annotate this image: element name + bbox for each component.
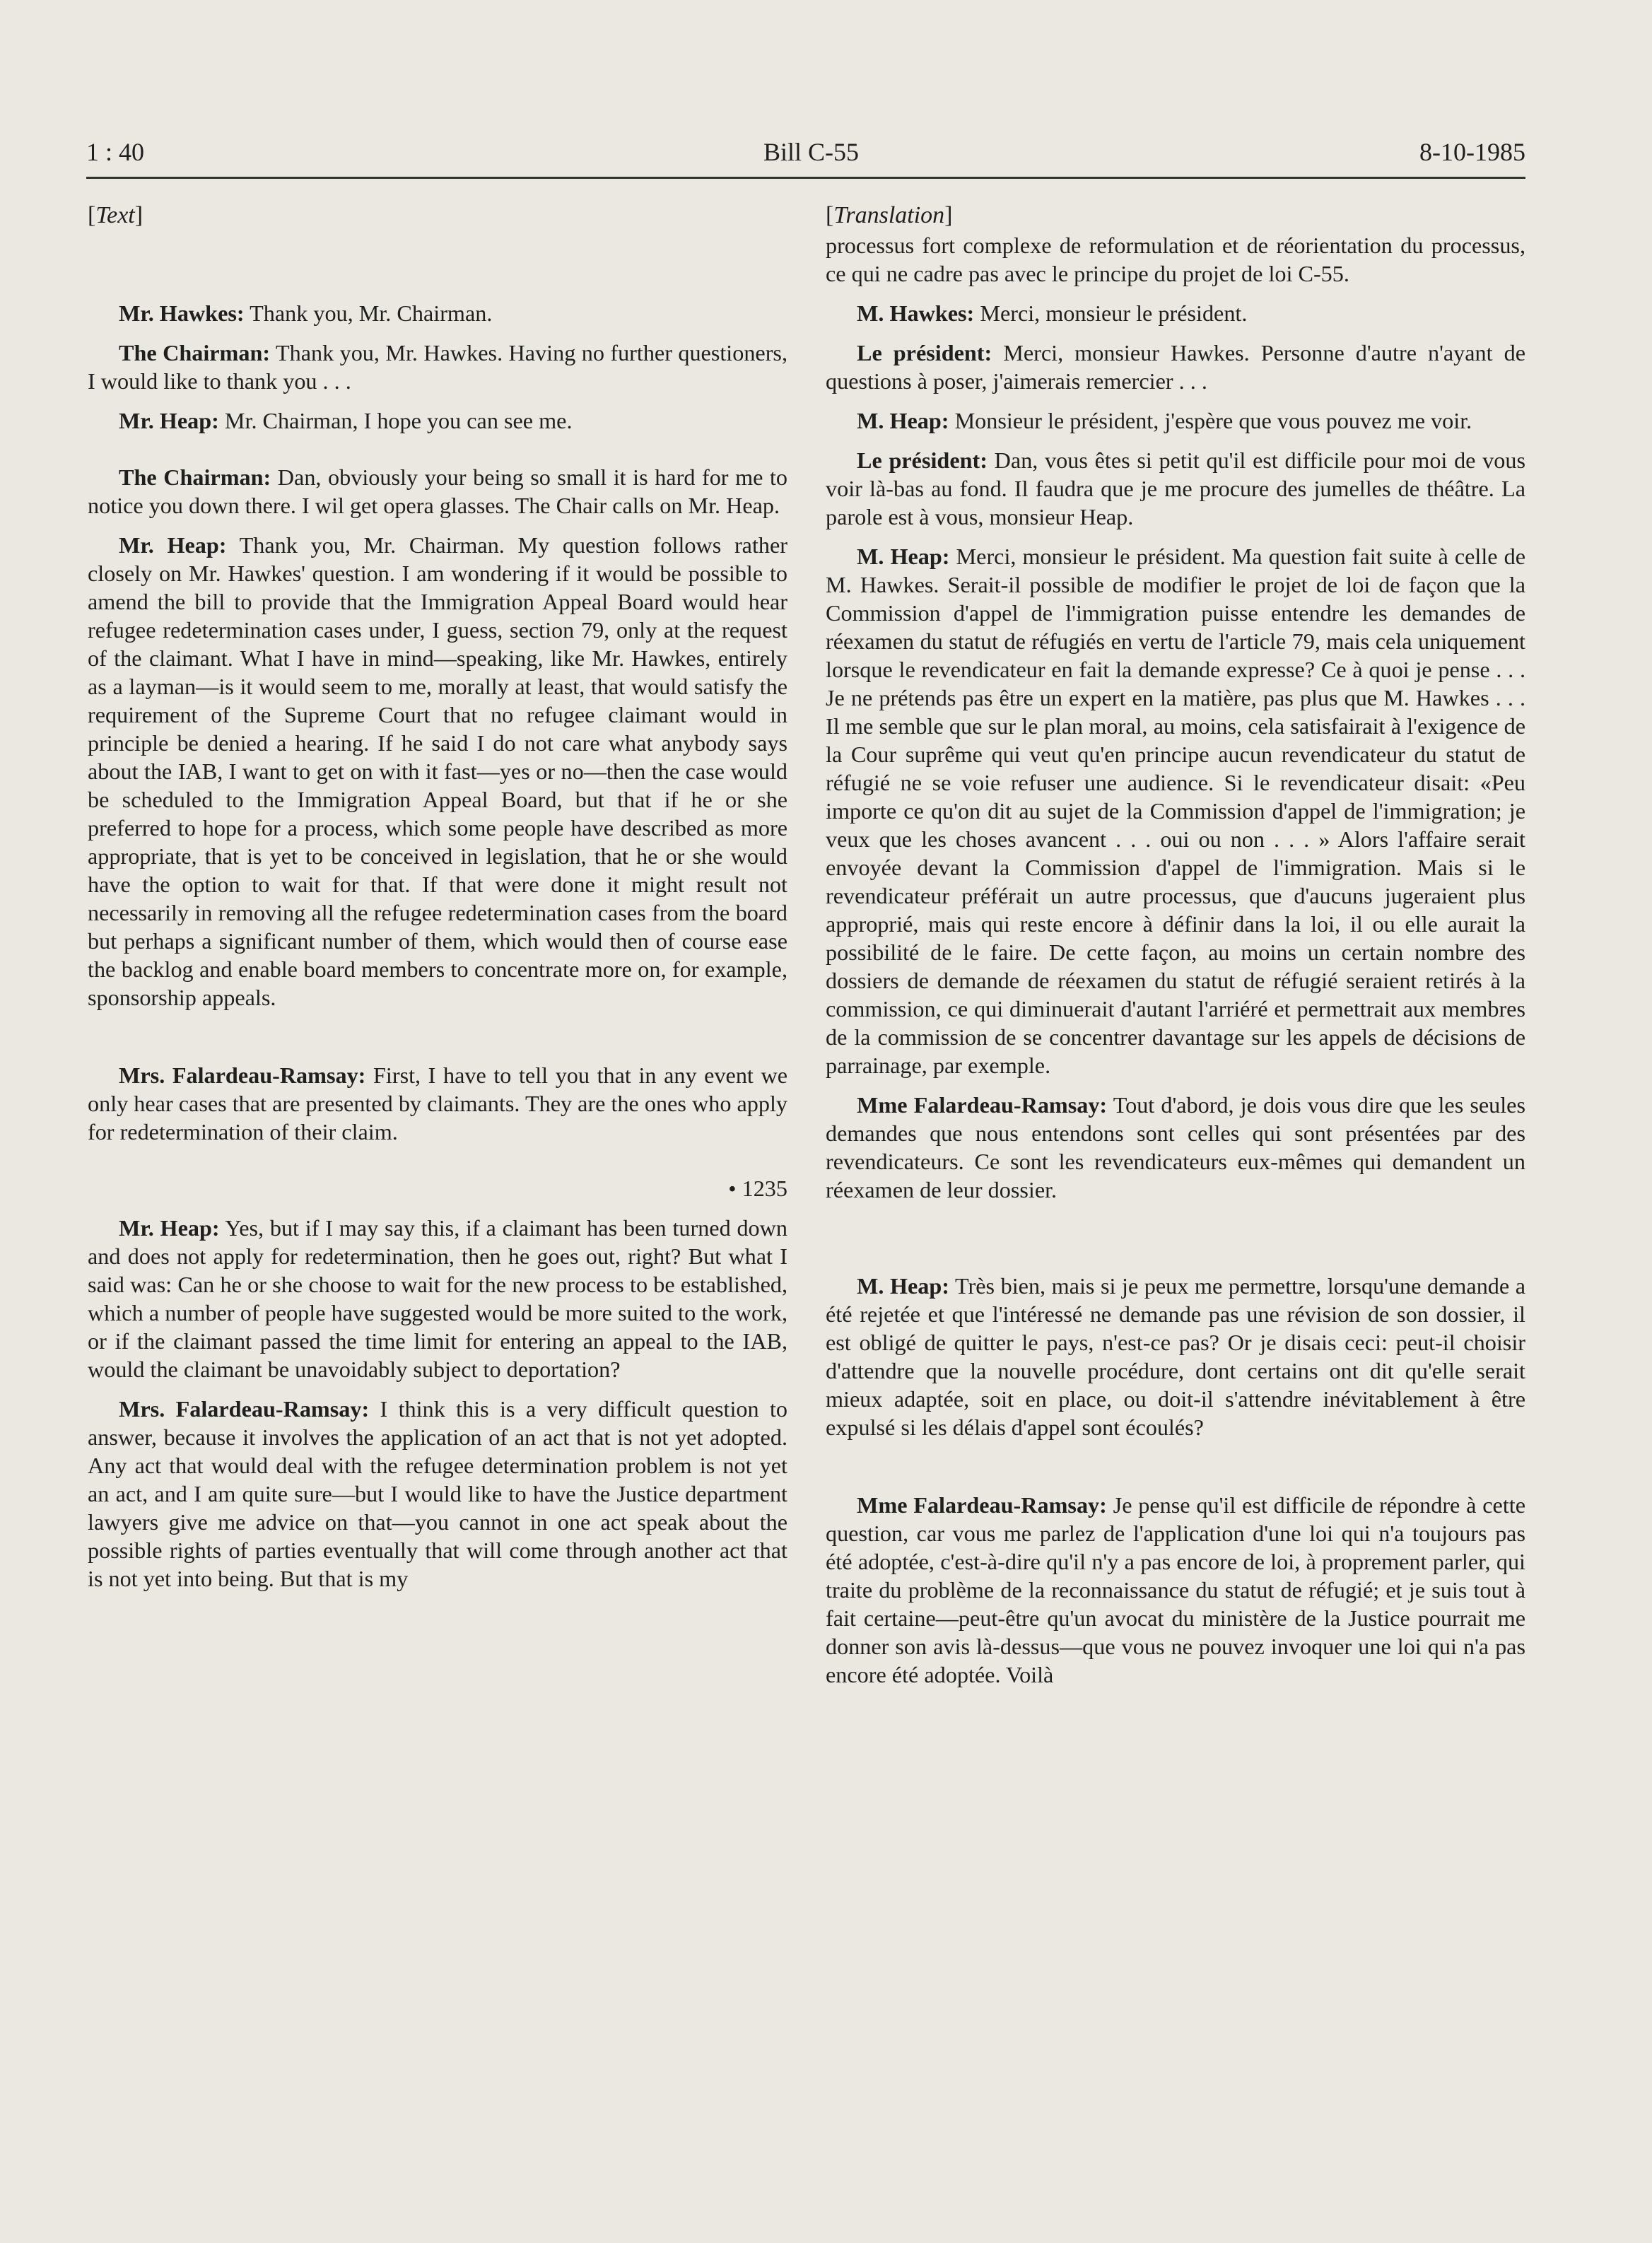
speech-text: Yes, but if I may say this, if a claimant has been turned down and does not apply for redetermination, then he goes out, right? But what I said was: Can he or she choose to wait for the new process to be established, which a number of people have suggested would be more suited to the work, or if the claimant passed the time limit for entering an appeal to the IAB, would the claimant be unavoidably subject to deportation? (88, 1215, 787, 1382)
speech-text: First, I have to tell you that in any event we only hear cases that are presented by claimants. They are the ones who apply for redetermination of their claim. (88, 1062, 787, 1144)
french-column (826, 201, 1525, 1689)
speech-paragraph (88, 531, 787, 1012)
time-marker: • 1235 (728, 1176, 787, 1201)
speech-paragraph (88, 1061, 787, 1146)
speech-paragraph (88, 339, 787, 395)
speech-paragraph (826, 1272, 1525, 1441)
speech-text: Merci, monsieur le président. (974, 300, 1248, 326)
bill-title: Bill C-55 (763, 138, 860, 166)
speech-paragraph (826, 406, 1525, 435)
speaker-name: Mr. Heap: (119, 408, 219, 433)
column-label: [ Translation ] (826, 201, 1525, 231)
speech-text: Merci, monsieur le président. Ma question fait suite à celle de M. Hawkes. Serait-il possible de modifier le projet de loi de façon que la Commission d'appel de l'immigration puisse entendre les demandes de réexamen du statut de réfugiés en vertu de l'article 79, mais cela uniquement lorsque le revendicateur en fait la demande expresse? Ce à quoi je pense . . . Je ne prétends pas être un expert en la matière, pas plus que M. Hawkes . . . Il me semble que sur le plan moral, au moins, cela satisfairait à l'exigence de la Cour suprême qui veut qu'en principe aucun revendicateur du statut de réfugié ne se voie refuser une audience. Si le revendicateur disait: «Peu importe ce qu'on dit au sujet de la Commission d'appel de l'immigration; je veux que les choses avancent . . . oui ou non . . . » Alors l'affaire serait envoyée devant la Commission d'appel de l'immigration. Mais si le revendicateur préférait un autre processus, que d'aucuns jugeraient plus approprié, mais qui reste encore à définir dans la loi, il ou elle aurait la possibilité de le faire. De cette façon, au moins un certain nombre des dossiers de demande de réexamen du statut de réfugié seraient retirés à la commission, ce qui diminuerait d'autant l'arriéré et permettrait aux membres de la commission de se concentrer davantage sur les appels de décisions de parrainage, par exemple. (826, 544, 1525, 1078)
sitting-date: 8-10-1985 (1419, 138, 1525, 166)
speaker-name: M. Heap: (857, 1273, 950, 1299)
speech-paragraph (88, 299, 787, 327)
speech-text: processus fort complexe de reformulation et de réorientation du processus, ce qui ne cadre pas avec le principe du projet de loi C-55. (826, 233, 1525, 286)
speaker-name: Mr. Hawkes: (119, 300, 245, 326)
speech-text: Dan, obviously your being so small it is hard for me to notice you down there. I wil get opera glasses. The Chair calls on Mr. Heap. (88, 464, 788, 518)
english-column (88, 201, 787, 1593)
speech-text: Monsieur le président, j'espère que vous pouvez me voir. (949, 408, 1472, 433)
speech-text: I think this is a very difficult question to answer, because it involves the application of an act that is not yet adopted. Any act that would deal with the refugee determination problem is not yet an act, and I am quite sure—but I would like to have the Justice department lawyers give me advice on that—you cannot in one act speak about the possible rights of parties eventually that will come through another act that is not yet into being. But that is my (88, 1396, 787, 1591)
speaker-name: M. Heap: (857, 408, 949, 433)
speech-text: Thank you, Mr. Chairman. (244, 300, 493, 326)
column-label: [ Text ] (88, 201, 787, 231)
speaker-name: Mme Falardeau-Ramsay: (857, 1492, 1107, 1518)
speaker-name: The Chairman: (119, 340, 271, 365)
speaker-name: Le président: (857, 340, 992, 365)
speaker-name: M. Hawkes: (857, 300, 975, 326)
speaker-name: Mrs. Falardeau-Ramsay: (119, 1396, 370, 1422)
speech-text: Thank you, Mr. Hawkes. Having no further questioners, I would like to thank you . . . (88, 340, 788, 394)
speech-paragraph (826, 1491, 1525, 1689)
speaker-name: Mr. Heap: (119, 532, 227, 558)
speaker-name: Mrs. Falardeau-Ramsay: (119, 1062, 366, 1088)
speech-text: Très bien, mais si je peux me permettre, lorsqu'une demande a été rejetée et que l'intéressé ne demande pas une révision de son dossier, il est obligé de quitter le pays, n'est-ce pas? Or je disais ceci: peut-il choisir d'attendre que la nouvelle procédure, dont certains ont dit qu'elle serait mieux adaptée, soit en place, ou doit-il s'attendre inévitablement à être expulsé si les délais d'appel sont écoulés? (826, 1273, 1526, 1440)
speech-paragraph (826, 299, 1525, 327)
speech-paragraph (826, 339, 1525, 395)
speech-paragraph (826, 1091, 1525, 1204)
speech-paragraph (826, 446, 1525, 531)
speech-paragraph (826, 231, 1525, 288)
speech-paragraph (88, 1395, 787, 1593)
speech-text: Je pense qu'il est difficile de répondre à cette question, car vous me parlez de l'application d'une loi qui n'a toujours pas été adoptée, c'est-à-dire qu'il n'y a pas encore de loi, à proprement parler, qui traite du problème de la reconnaissance du statut de réfugié; et je suis tout à fait certaine—peut-être qu'un avocat du ministère de la Justice pourrait me donner son avis là-dessus—que vous ne pouvez invoquer une loi qui n'a pas encore été adoptée. Voilà (826, 1492, 1525, 1687)
speech-paragraph (88, 463, 787, 520)
speech-text: Mr. Chairman, I hope you can see me. (218, 408, 573, 433)
page-number: 1 : 40 (86, 138, 145, 166)
speech-text: Dan, vous êtes si petit qu'il est difficile pour moi de vous voir là-bas au fond. Il faudra que je me procure des jumelles de théâtre. La parole est à vous, monsieur Heap. (826, 447, 1525, 529)
speech-text: Merci, monsieur Hawkes. Personne d'autre n'ayant de questions à poser, j'aimerais remercier . . . (826, 340, 1525, 394)
speaker-name: The Chairman: (119, 464, 271, 490)
speaker-name: Mr. Heap: (119, 1215, 220, 1241)
page-header (86, 134, 1525, 179)
speaker-name: Mme Falardeau-Ramsay: (857, 1092, 1108, 1118)
speaker-name: M. Heap: (857, 544, 950, 569)
speech-paragraph (826, 542, 1525, 1079)
speech-text: Tout d'abord, je dois vous dire que les seules demandes que nous entendons sont celles qui sont présentées par des revendicateurs. Ce sont les revendicateurs eux-mêmes qui demandent un réexamen de leur dossier. (826, 1092, 1525, 1202)
speech-paragraph (88, 406, 787, 435)
speech-text: Thank you, Mr. Chairman. My question follows rather closely on Mr. Hawkes' question. I am wondering if it would be possible to amend the bill to provide that the Immigration Appeal Board would hear refugee redetermination cases under, I guess, section 79, only at the request of the claimant. What I have in mind—speaking, like Mr. Hawkes, entirely as a layman—is it would seem to me, morally at least, that would satisfy the requirement of the Supreme Court that no refugee claimant would in principle be denied a hearing. If he said I do not care what anybody says about the IAB, I want to get on with it fast—yes or no—then the case would be scheduled to the Immigration Appeal Board, but that if he or she preferred to hope for a process, which some people have described as more appropriate, that is yet to be conceived in legislation, that he or she would have the option to wait for that. If that were done it might result not necessarily in removing all the refugee redetermination cases from the board but perhaps a significant number of them, which would then of course ease the backlog and enable board members to concentrate more on, for example, sponsorship appeals. (88, 532, 787, 1010)
speaker-name: Le président: (857, 447, 988, 473)
speech-paragraph (88, 1214, 787, 1383)
